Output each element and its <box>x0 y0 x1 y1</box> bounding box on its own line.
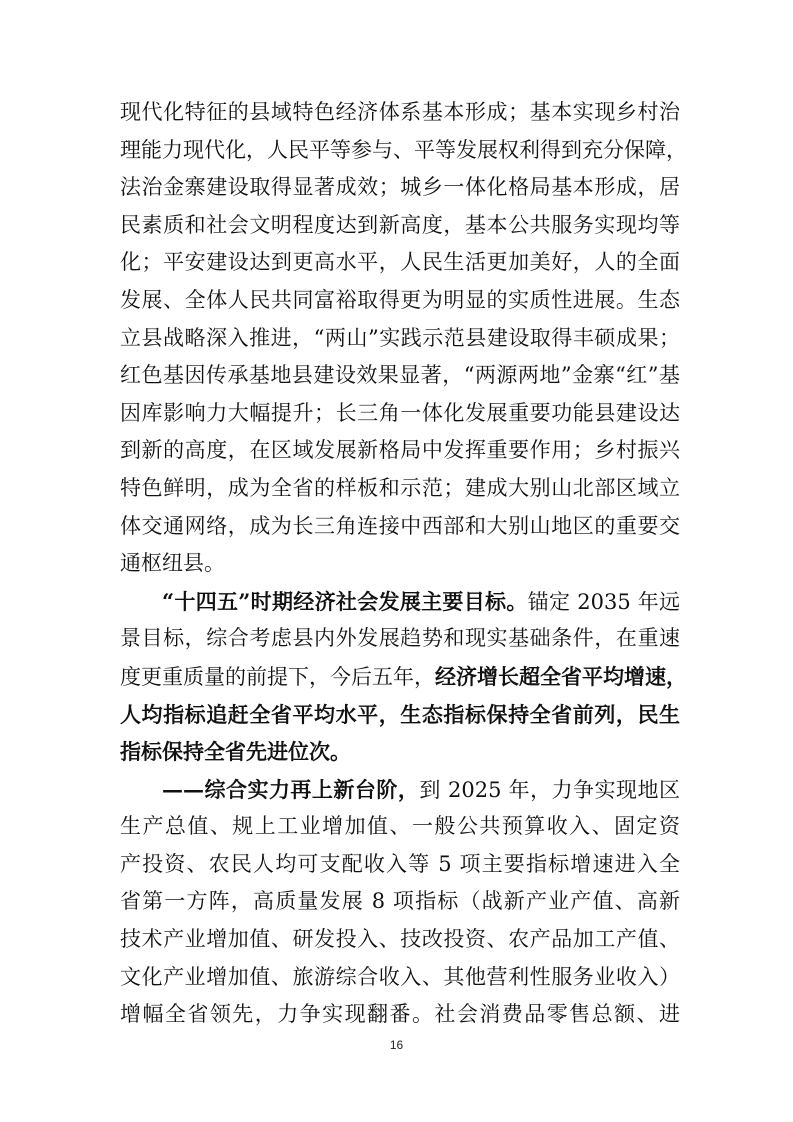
text-line: 省第一方阵，高质量发展 8 项指标（战新产业产值、高新 <box>120 889 680 914</box>
text-line: 到新的高度，在区域发展新格局中发挥重要作用；乡村振兴 <box>120 438 680 463</box>
text-line: 景目标，综合考虑县内外发展趋势和现实基础条件，在重速 <box>120 626 680 651</box>
text-line: 红色基因传承基地县建设效果显著，“两源两地”金寨“红”基 <box>120 363 680 388</box>
bold-text-span: 经济增长超全省平均增速， <box>435 663 687 689</box>
section-heading: ——综合实力再上新台阶， <box>162 776 420 802</box>
paragraph-3 <box>120 771 680 1034</box>
paragraph-2 <box>120 583 687 771</box>
page-number: 16 <box>389 1038 404 1052</box>
text-line: 体交通网络，成为长三角连接中西部和大别山地区的重要交 <box>120 513 680 538</box>
text-span: 度更重质量的前提下，今后五年， <box>120 664 435 689</box>
document-page <box>120 94 687 1034</box>
text-line: 通枢纽县。 <box>120 551 225 576</box>
text-line: 特色鲜明，成为全省的样板和示范；建成大别山北部区域立 <box>120 475 680 500</box>
text-line: 增幅全省领先，力争实现翻番。社会消费品零售总额、进 <box>120 1002 680 1027</box>
text-line: 化；平安建设达到更高水平，人民生活更加美好，人的全面 <box>120 250 680 275</box>
text-line: 现代化特征的县域特色经济体系基本形成；基本实现乡村治 <box>120 100 680 124</box>
text-line <box>120 583 680 621</box>
text-line: 文化产业增加值、旅游综合收入、其他营利性服务业收入） <box>120 964 680 989</box>
text-line: 技术产业增加值、研发投入、技改投资、农产品加工产值、 <box>120 927 680 952</box>
text-line: 发展、全体人民共同富裕取得更为明显的实质性进展。生态 <box>120 287 680 312</box>
text-line <box>120 658 687 696</box>
paragraph-1 <box>120 94 687 583</box>
bold-text-line: 指标保持全省先进位次。 <box>120 739 351 765</box>
bold-text-line: 人均指标追赶全省平均水平，生态指标保持全省前列，民生 <box>120 701 680 727</box>
text-span: 锚定 2035 年远 <box>527 589 680 614</box>
text-line <box>120 771 680 809</box>
text-line: 理能力现代化，人民平等参与、平等发展权利得到充分保障， <box>120 137 687 162</box>
text-line: 立县战略深入推进，“两山”实践示范县建设取得丰硕成果； <box>120 325 680 350</box>
text-line: 生产总值、规上工业增加值、一般公共预算收入、固定资 <box>120 814 680 839</box>
text-line: 产投资、农民人均可支配收入等 5 项主要指标增速进入全 <box>120 851 680 876</box>
section-heading: “十四五”时期经济社会发展主要目标。 <box>162 588 528 614</box>
text-span: 到 2025 年，力争实现地区 <box>419 777 680 802</box>
text-line: 因库影响力大幅提升；长三角一体化发展重要功能县建设达 <box>120 400 680 425</box>
text-line: 法治金寨建设取得显著成效；城乡一体化格局基本形成，居 <box>120 175 680 200</box>
text-line: 民素质和社会文明程度达到新高度，基本公共服务实现均等 <box>120 212 680 237</box>
